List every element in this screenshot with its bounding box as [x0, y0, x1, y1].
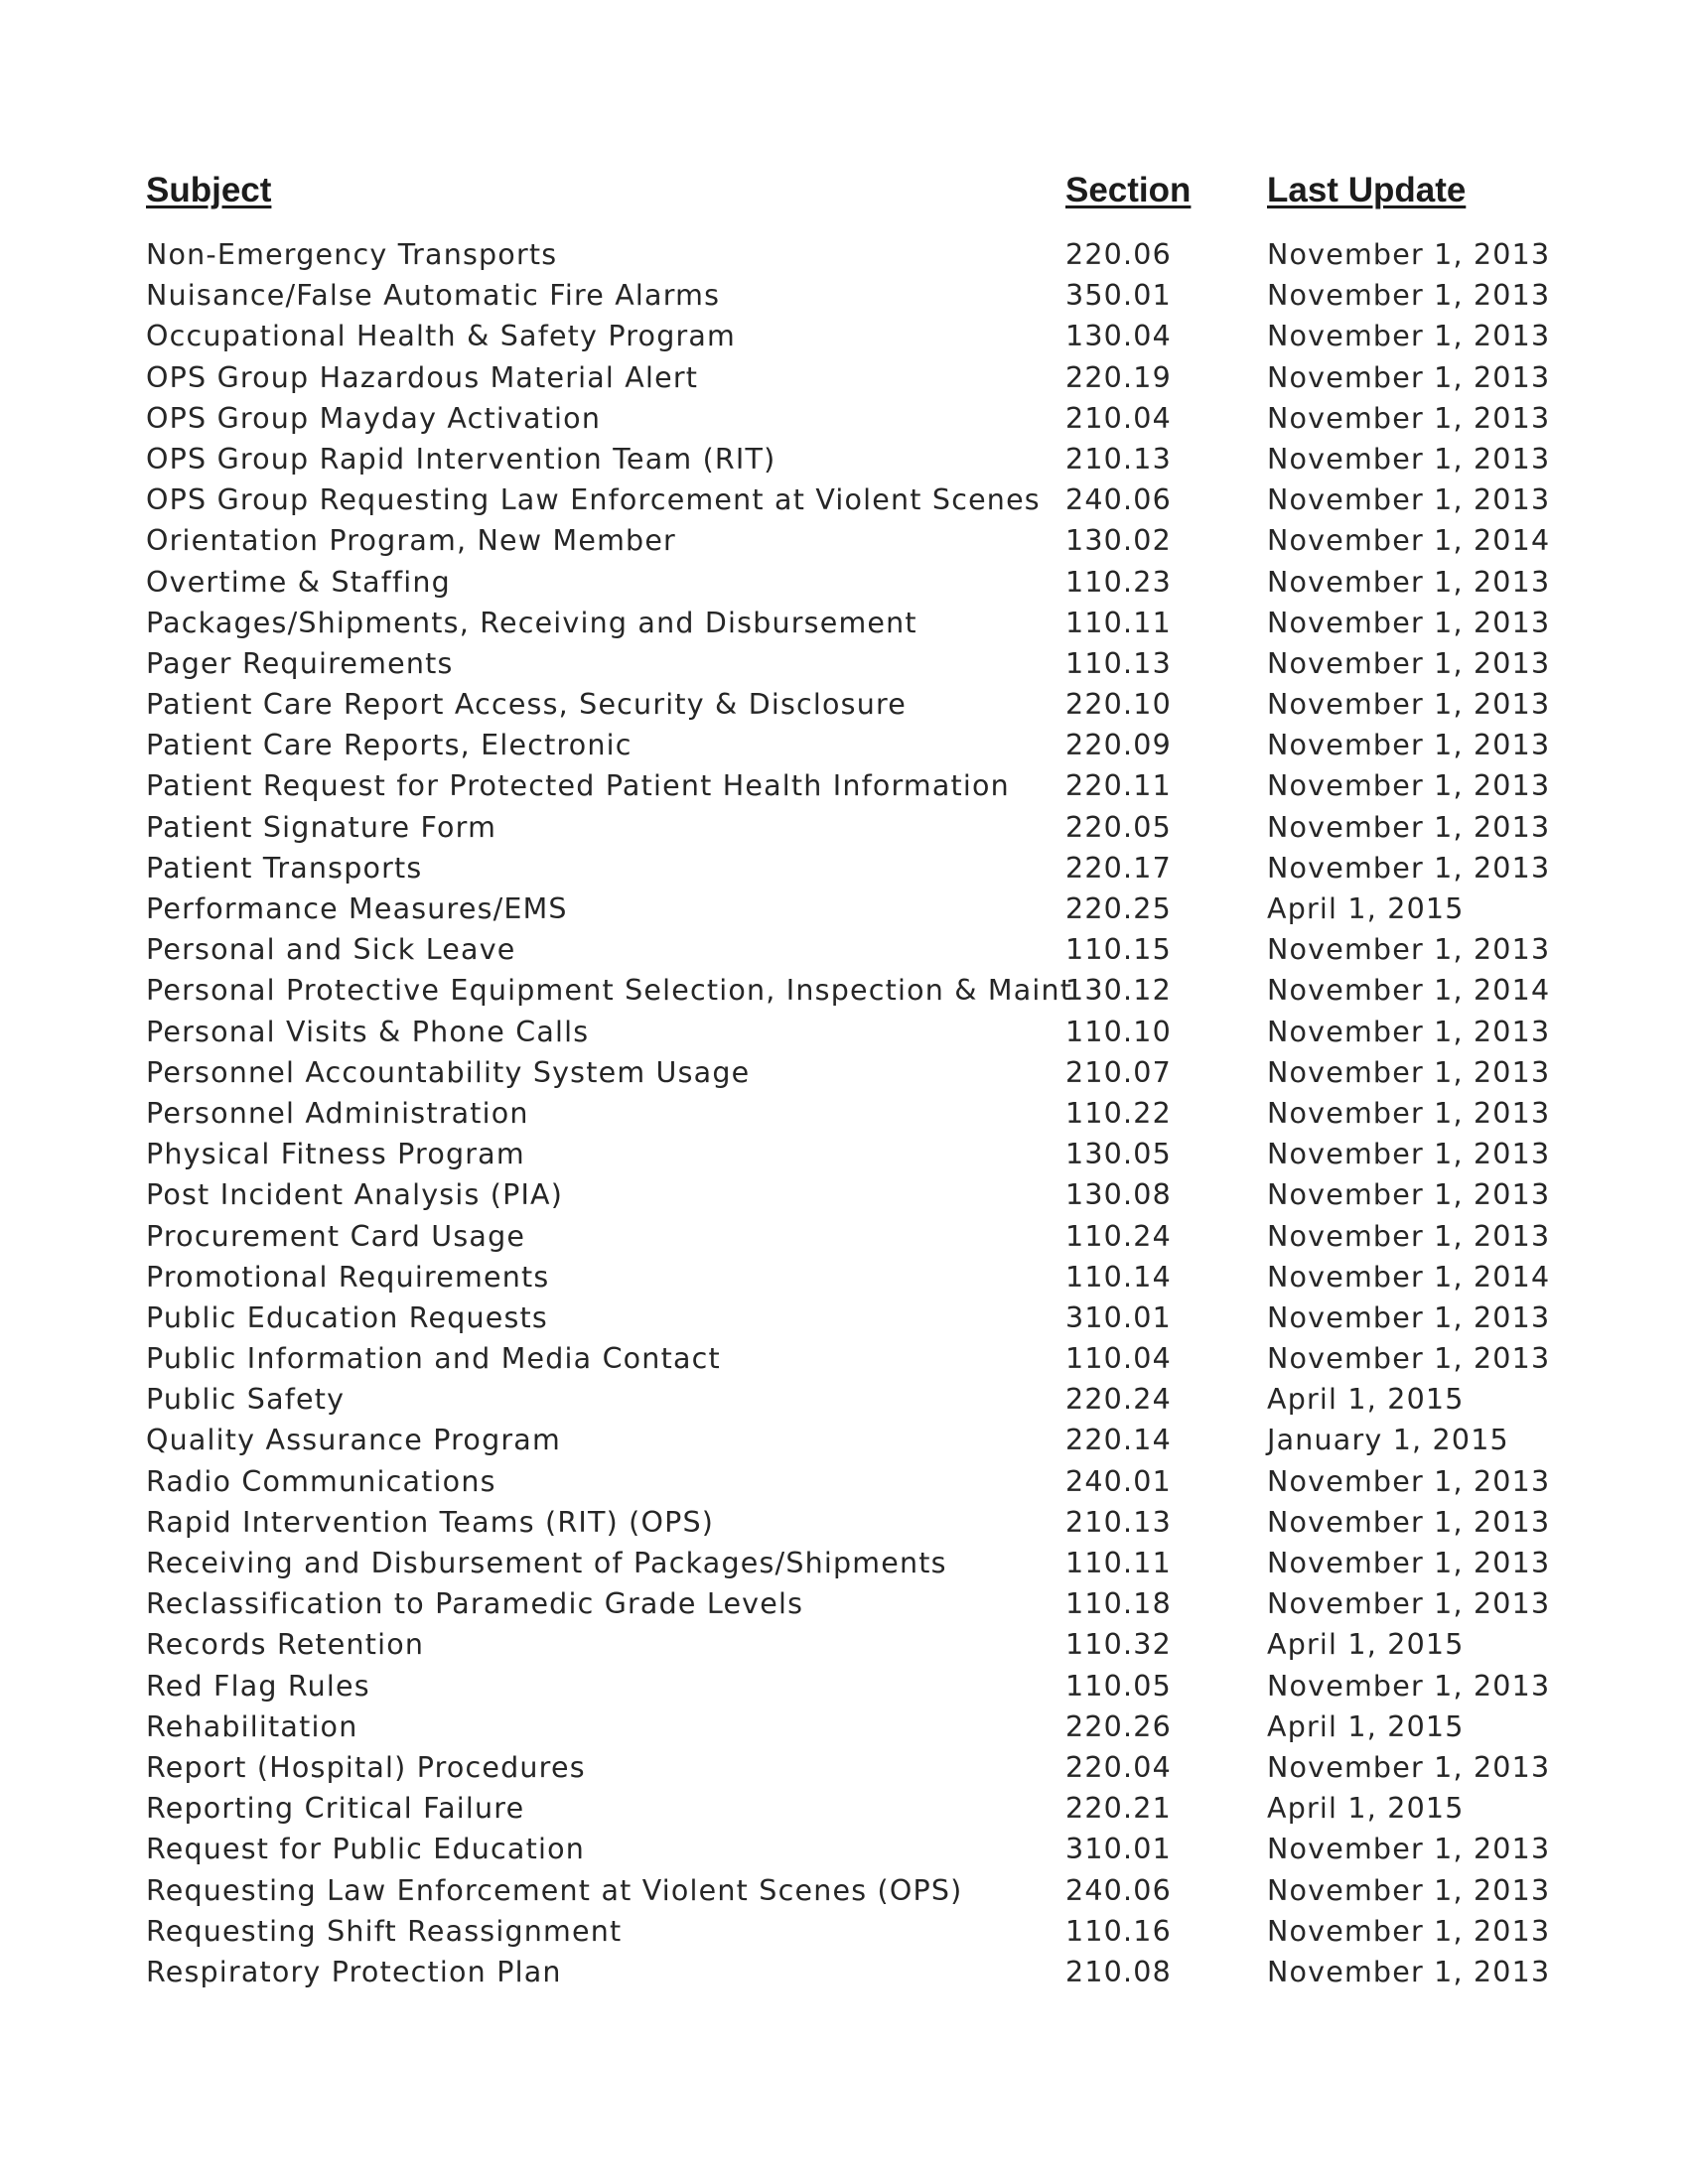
table-row	[0, 765, 1688, 806]
subject-cell: Receiving and Disbursement of Packages/Shipments	[146, 1547, 947, 1579]
section-cell: 210.13	[1065, 1505, 1172, 1539]
subject-cell: Post Incident Analysis (PIA)	[146, 1178, 564, 1212]
subject-cell: Patient Request for Protected Patient Health Information	[146, 769, 1010, 803]
subject-cell: Report (Hospital) Procedures	[146, 1750, 586, 1784]
last-update-cell: November 1, 2013	[1267, 1219, 1551, 1253]
table-row	[0, 848, 1688, 888]
last-update-cell: April 1, 2015	[1267, 1709, 1465, 1743]
section-cell: 110.23	[1065, 565, 1172, 599]
subject-cell: Patient Care Report Access, Security & Disclosure	[146, 688, 908, 722]
section-cell: 130.12	[1065, 974, 1172, 1008]
last-update-cell: November 1, 2014	[1267, 1260, 1551, 1294]
last-update-cell: April 1, 2015	[1267, 892, 1465, 925]
table-row	[0, 357, 1688, 398]
table-row	[0, 1788, 1688, 1829]
subject-cell: Reclassification to Paramedic Grade Levels	[146, 1587, 804, 1621]
section-cell: 110.04	[1065, 1342, 1172, 1376]
last-update-cell: November 1, 2013	[1267, 1914, 1551, 1948]
subject-cell: Rapid Intervention Teams (RIT) (OPS)	[146, 1505, 715, 1539]
subject-cell: Overtime & Staffing	[146, 565, 451, 599]
section-cell: 240.06	[1065, 483, 1172, 517]
table-row	[0, 1543, 1688, 1583]
subject-cell: Personal Visits & Phone Calls	[146, 1015, 590, 1048]
subject-cell: Promotional Requirements	[146, 1260, 550, 1294]
table-header	[0, 171, 1688, 216]
subject-cell: Red Flag Rules	[146, 1669, 370, 1703]
section-cell: 130.08	[1065, 1178, 1172, 1212]
subject-cell: Records Retention	[146, 1628, 425, 1662]
table-row	[0, 888, 1688, 929]
subject-cell: Respiratory Protection Plan	[146, 1955, 562, 1988]
section-cell: 220.11	[1065, 769, 1172, 803]
section-cell: 210.04	[1065, 401, 1172, 435]
table-row	[0, 1297, 1688, 1338]
subject-cell: Request for Public Education	[146, 1833, 585, 1866]
section-cell: 110.18	[1065, 1587, 1172, 1621]
table-row	[0, 1093, 1688, 1134]
section-cell: 210.07	[1065, 1055, 1172, 1089]
last-update-cell: November 1, 2013	[1267, 851, 1551, 885]
last-update-cell: November 1, 2013	[1267, 606, 1551, 639]
last-update-cell: November 1, 2013	[1267, 1669, 1551, 1703]
subject-cell: OPS Group Mayday Activation	[146, 401, 602, 435]
subject-cell: OPS Group Rapid Intervention Team (RIT)	[146, 442, 776, 476]
section-cell: 240.01	[1065, 1464, 1172, 1498]
index-table-body	[0, 234, 1688, 1992]
section-cell: 130.02	[1065, 524, 1172, 558]
table-row	[0, 562, 1688, 603]
subject-cell: Non-Emergency Transports	[146, 238, 558, 271]
subject-cell: Performance Measures/EMS	[146, 892, 568, 925]
section-cell: 110.13	[1065, 646, 1172, 680]
last-update-cell: November 1, 2014	[1267, 524, 1551, 558]
table-row	[0, 1174, 1688, 1215]
section-cell: 220.25	[1065, 892, 1172, 925]
section-cell: 220.05	[1065, 810, 1172, 844]
last-update-cell: November 1, 2013	[1267, 729, 1551, 762]
table-row	[0, 807, 1688, 848]
last-update-cell: November 1, 2013	[1267, 483, 1551, 517]
subject-cell: Nuisance/False Automatic Fire Alarms	[146, 279, 721, 313]
last-update-cell: January 1, 2015	[1267, 1424, 1509, 1457]
table-row	[0, 603, 1688, 643]
table-row	[0, 234, 1688, 275]
section-cell: 110.16	[1065, 1914, 1172, 1948]
last-update-cell: November 1, 2013	[1267, 646, 1551, 680]
last-update-cell: November 1, 2013	[1267, 565, 1551, 599]
table-row	[0, 275, 1688, 316]
section-cell: 110.10	[1065, 1015, 1172, 1048]
last-update-cell: April 1, 2015	[1267, 1628, 1465, 1662]
subject-cell: Procurement Card Usage	[146, 1219, 526, 1253]
table-row	[0, 1952, 1688, 1992]
subject-column-header: Subject	[146, 171, 272, 209]
subject-cell: Patient Care Reports, Electronic	[146, 729, 633, 762]
section-cell: 110.32	[1065, 1628, 1172, 1662]
table-row	[0, 479, 1688, 520]
subject-cell: Personal and Sick Leave	[146, 933, 516, 967]
last-update-cell: November 1, 2013	[1267, 1015, 1551, 1048]
section-cell: 210.08	[1065, 1955, 1172, 1988]
subject-cell: Patient Transports	[146, 851, 423, 885]
table-row	[0, 1012, 1688, 1052]
section-cell: 110.14	[1065, 1260, 1172, 1294]
section-cell: 110.22	[1065, 1096, 1172, 1130]
last-update-cell: November 1, 2013	[1267, 769, 1551, 803]
last-update-cell: November 1, 2013	[1267, 1464, 1551, 1498]
subject-cell: OPS Group Hazardous Material Alert	[146, 360, 699, 394]
table-row	[0, 1379, 1688, 1420]
table-row	[0, 1052, 1688, 1093]
table-row	[0, 1420, 1688, 1460]
last-update-cell: November 1, 2013	[1267, 810, 1551, 844]
table-row	[0, 1911, 1688, 1952]
subject-cell: Radio Communications	[146, 1464, 496, 1498]
table-row	[0, 684, 1688, 725]
last-update-cell: November 1, 2013	[1267, 688, 1551, 722]
section-cell: 110.11	[1065, 606, 1172, 639]
table-row	[0, 1502, 1688, 1543]
subject-cell: Orientation Program, New Member	[146, 524, 676, 558]
subject-cell: Personnel Accountability System Usage	[146, 1055, 751, 1089]
subject-cell: Public Information and Media Contact	[146, 1342, 721, 1376]
last-update-cell: November 1, 2013	[1267, 401, 1551, 435]
last-update-cell: November 1, 2013	[1267, 279, 1551, 313]
table-row	[0, 439, 1688, 479]
table-row	[0, 520, 1688, 561]
section-cell: 310.01	[1065, 1300, 1172, 1334]
subject-cell: Physical Fitness Program	[146, 1138, 525, 1171]
table-row	[0, 1829, 1688, 1869]
last-update-cell: November 1, 2013	[1267, 1096, 1551, 1130]
subject-cell: Pager Requirements	[146, 646, 454, 680]
table-row	[0, 1461, 1688, 1502]
last-update-cell: November 1, 2013	[1267, 933, 1551, 967]
last-update-cell: November 1, 2013	[1267, 1138, 1551, 1171]
table-row	[0, 398, 1688, 439]
table-row	[0, 725, 1688, 765]
subject-cell: Requesting Shift Reassignment	[146, 1914, 623, 1948]
section-cell: 210.13	[1065, 442, 1172, 476]
section-cell: 130.05	[1065, 1138, 1172, 1171]
table-row	[0, 929, 1688, 970]
subject-cell: Public Education Requests	[146, 1300, 548, 1334]
last-update-cell: November 1, 2013	[1267, 1342, 1551, 1376]
table-row	[0, 1870, 1688, 1911]
table-row	[0, 1338, 1688, 1379]
table-row	[0, 1706, 1688, 1747]
subject-cell: Reporting Critical Failure	[146, 1792, 525, 1826]
section-cell: 220.10	[1065, 688, 1172, 722]
last-update-cell: November 1, 2013	[1267, 1873, 1551, 1907]
subject-cell: Occupational Health & Safety Program	[146, 320, 737, 353]
section-cell: 220.19	[1065, 360, 1172, 394]
last-update-cell: November 1, 2013	[1267, 1547, 1551, 1579]
last-update-cell: November 1, 2013	[1267, 1055, 1551, 1089]
last-update-cell: November 1, 2013	[1267, 1833, 1551, 1866]
table-row	[0, 1216, 1688, 1257]
subject-cell: Personal Protective Equipment Selection, Inspection & Maint	[146, 974, 1073, 1008]
last-update-cell: November 1, 2013	[1267, 360, 1551, 394]
section-cell: 110.11	[1065, 1547, 1172, 1579]
last-update-cell: November 1, 2013	[1267, 1178, 1551, 1212]
subject-cell: Public Safety	[146, 1383, 346, 1417]
section-cell: 220.17	[1065, 851, 1172, 885]
subject-cell: Personnel Administration	[146, 1096, 529, 1130]
section-cell: 220.21	[1065, 1792, 1172, 1826]
section-cell: 220.06	[1065, 238, 1172, 271]
last-update-cell: November 1, 2013	[1267, 320, 1551, 353]
section-cell: 110.24	[1065, 1219, 1172, 1253]
table-row	[0, 1257, 1688, 1297]
subject-cell: Patient Signature Form	[146, 810, 497, 844]
table-row	[0, 1747, 1688, 1788]
last-update-cell: November 1, 2013	[1267, 1587, 1551, 1621]
section-cell: 220.09	[1065, 729, 1172, 762]
subject-cell: Requesting Law Enforcement at Violent Scenes (OPS)	[146, 1873, 963, 1907]
section-cell: 220.04	[1065, 1750, 1172, 1784]
last-update-cell: November 1, 2013	[1267, 238, 1551, 271]
last-update-cell: April 1, 2015	[1267, 1383, 1465, 1417]
section-cell: 310.01	[1065, 1833, 1172, 1866]
last-update-cell: April 1, 2015	[1267, 1792, 1465, 1826]
table-row	[0, 1624, 1688, 1665]
section-column-header: Section	[1065, 171, 1192, 209]
section-cell: 220.14	[1065, 1424, 1172, 1457]
table-row	[0, 643, 1688, 684]
last-update-cell: November 1, 2013	[1267, 442, 1551, 476]
section-cell: 220.24	[1065, 1383, 1172, 1417]
last-update-cell: November 1, 2014	[1267, 974, 1551, 1008]
table-row	[0, 1134, 1688, 1174]
last-update-column-header: Last Update	[1267, 171, 1467, 209]
table-row	[0, 970, 1688, 1011]
subject-cell: Packages/Shipments, Receiving and Disbursement	[146, 606, 917, 639]
section-cell: 240.06	[1065, 1873, 1172, 1907]
section-cell: 350.01	[1065, 279, 1172, 313]
subject-cell: Quality Assurance Program	[146, 1424, 561, 1457]
section-cell: 220.26	[1065, 1709, 1172, 1743]
table-row	[0, 1583, 1688, 1624]
section-cell: 110.15	[1065, 933, 1172, 967]
section-cell: 110.05	[1065, 1669, 1172, 1703]
last-update-cell: November 1, 2013	[1267, 1955, 1551, 1988]
last-update-cell: November 1, 2013	[1267, 1750, 1551, 1784]
subject-cell: OPS Group Requesting Law Enforcement at Violent Scenes	[146, 483, 1041, 517]
table-row	[0, 316, 1688, 356]
last-update-cell: November 1, 2013	[1267, 1505, 1551, 1539]
table-row	[0, 1666, 1688, 1706]
last-update-cell: November 1, 2013	[1267, 1300, 1551, 1334]
section-cell: 130.04	[1065, 320, 1172, 353]
subject-cell: Rehabilitation	[146, 1709, 358, 1743]
